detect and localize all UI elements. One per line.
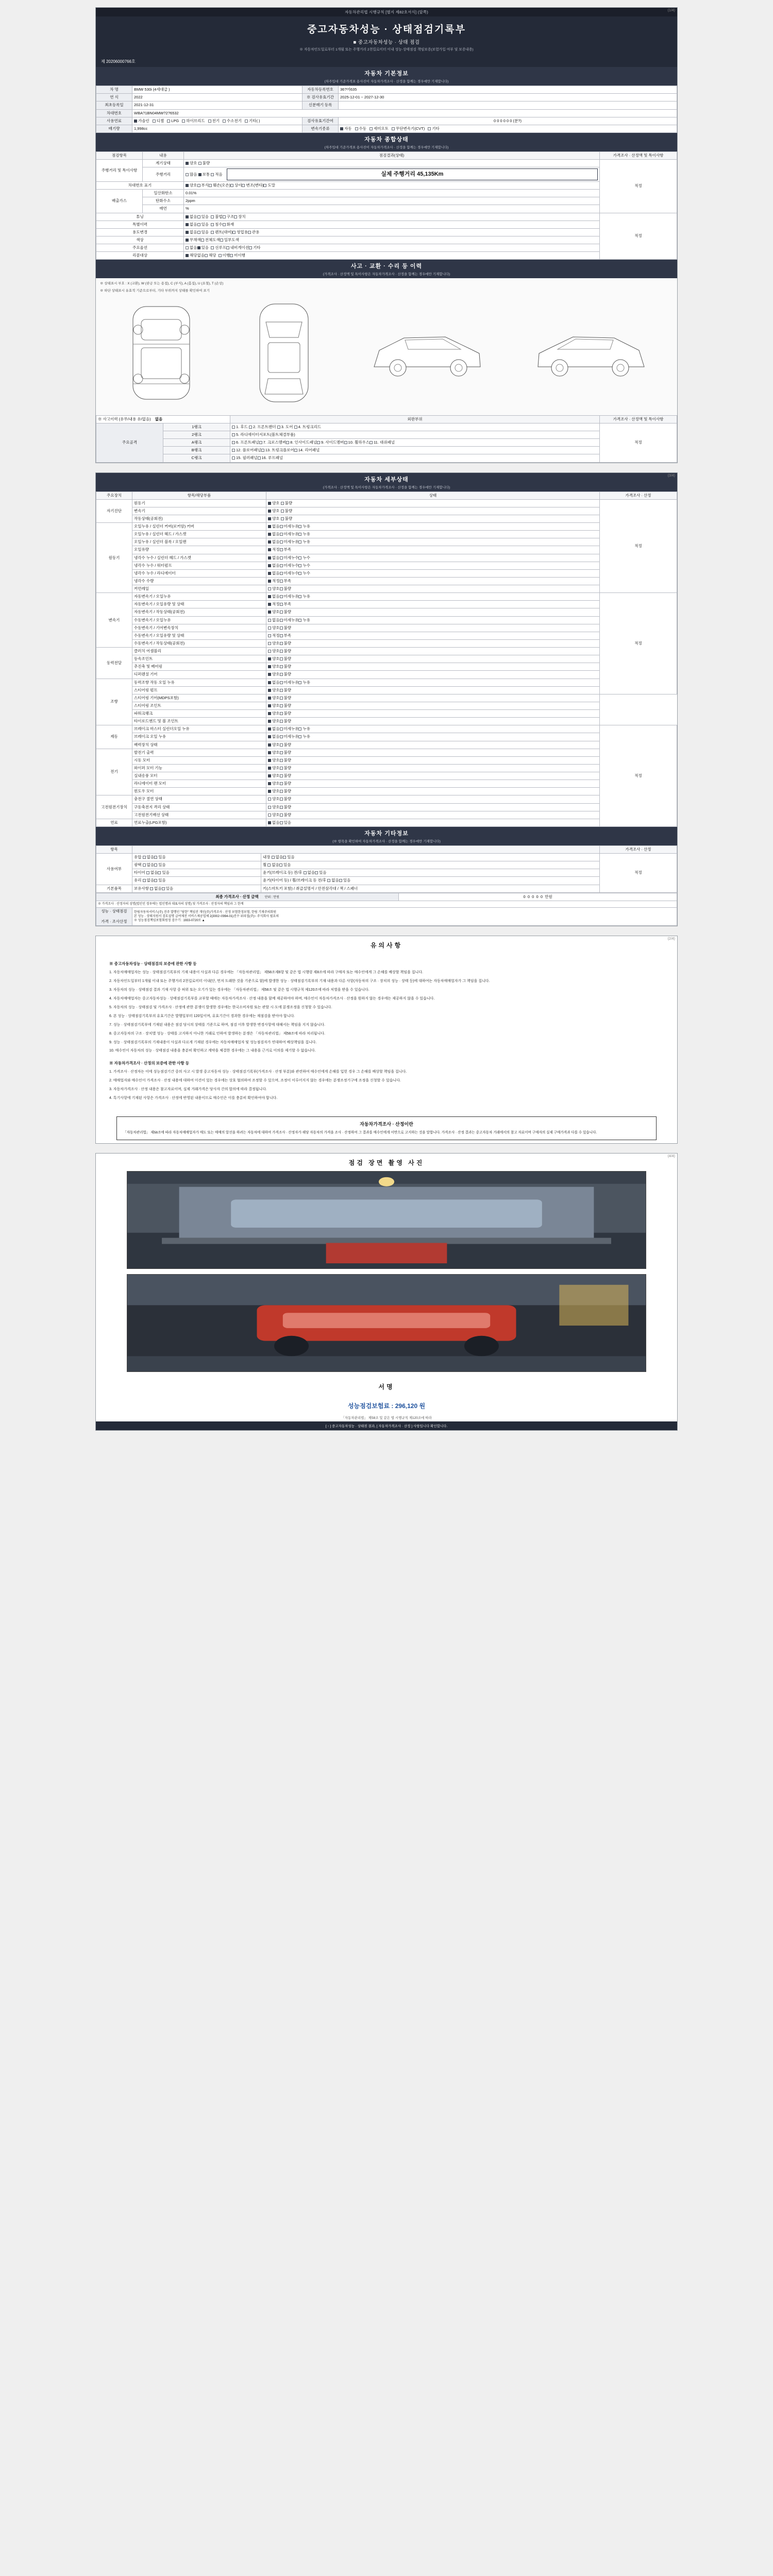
status-8-0[interactable]: 없음 있음 (266, 819, 600, 826)
status-7-0[interactable]: 양호 불량 (266, 795, 600, 803)
transfer-value (339, 101, 677, 109)
row-label-vin-mark: 차대번호 표기 (96, 182, 184, 190)
status-1-0[interactable]: 없음 미세누유 누유 (266, 523, 600, 531)
notice-body (96, 953, 677, 1111)
status-4-4[interactable]: 양호 불량 (266, 710, 600, 718)
section-sub-basic: (차주입대 기준가격표 용사진이 자동차가격조사 · 산정을 함께는 경우에만 기재합니다) (96, 79, 677, 86)
part-4-4: 파워크랭크 (132, 710, 266, 718)
year-value: 2022 (132, 94, 303, 101)
transmission-label: 변속기종류 (303, 125, 339, 132)
sheet-2 (95, 472, 678, 927)
etc-row-4[interactable]: 보유사항 없음 있음 (132, 885, 261, 892)
accident-legend-text: ※ 사고이력 (유무/내용 유/없음) (98, 416, 151, 421)
part-1-4: 냉각수 누수 / 실린더 헤드 / 가스켓 (132, 554, 266, 562)
part-5-0: 브레이크 마스터 실린더오일 누유 (132, 725, 266, 733)
page-tag-4: (4/4) (667, 1154, 675, 1158)
part-3-2: 추진축 및 베어링 (132, 663, 266, 671)
etc-row-2[interactable]: 타이어 없음 있음 (132, 869, 261, 877)
row-smoke-value: % (184, 205, 600, 213)
detail-note-3: 적정 (600, 725, 677, 827)
row-label-recall: 리콜대상 (96, 252, 184, 260)
docno-value: 20206000766호 (106, 59, 136, 64)
accident-note-value: 적정 (600, 423, 677, 462)
fuel-options[interactable]: 가솔린 디젤 LPG 하이브리드 전기 수소전기 기타( ) (132, 117, 303, 125)
document-number-row (96, 57, 677, 67)
status-1-1[interactable]: 없음 미세누유 누유 (266, 531, 600, 538)
section-sub-overall: (차주입대 기준가격표 용사진이 자동차가격조사 · 산정을 함께는 경우에만 기재합니다) (96, 145, 677, 151)
car-diagram-front-left (123, 299, 200, 407)
row-label-tuning: 튜닝 (96, 213, 184, 221)
rank-label-3: B랭크 (163, 447, 230, 454)
notice-item-1: 2. 자동차인도일부터 1개월 이내 또는 주행거리 2천킬로미터 이내(단, 먼저 도래한 것을 기준으로 함)에 발생한 성능 · 상태점검기록부의 기재 내용과 다른 사항(자동차의 구조 · 장치의 성능 · 상태 등)에 대하여는 자동차매매업자가 그 책임을 집니다. (109, 979, 490, 983)
group-label-steering: 조향 (96, 679, 132, 725)
basic-info-table (96, 86, 677, 133)
notice-heading-2: ※ 자동차가격조사 · 산정의 보증에 관한 사항 등 (109, 1061, 189, 1066)
part-6-3: 실내송풍 모터 (132, 772, 266, 780)
detail-col-part: 항목/해당부품 (132, 492, 266, 499)
part-7-2: 고전원전기배선 상태 (132, 811, 266, 819)
etc-row-1b[interactable]: 휠 없음 있음 (261, 861, 600, 869)
status-2-0[interactable]: 없음 미세누유 누유 (266, 593, 600, 601)
status-0-0[interactable]: 양호 불량 (266, 499, 600, 507)
inspection-fee: 성능점검보험료 : 296,120 원 (347, 1402, 426, 1410)
part-3-3: 디퍼렌셜 기어 (132, 671, 266, 679)
notice2-item-1: 2. 매매업자와 매수인이 가격조사 · 산정 내용에 대하여 이견이 있는 경우에는 상호 협의하여 조정할 수 있으며, 조정이 이루어지지 않는 경우에는 분쟁조정기구에 조정을 신청할 수 있습니다. (109, 1079, 401, 1083)
status-1-7[interactable]: 적정 부족 (266, 577, 600, 585)
part-2-0: 자동변속기 / 오일누유 (132, 593, 266, 601)
etc-row-3[interactable]: 유리 없음 있음 (132, 877, 261, 885)
row-label-usage: 용도변경 (96, 228, 184, 236)
detail-col-note: 가격조사 · 산정 (600, 492, 677, 499)
part-6-4: 라디에이터 팬 모터 (132, 780, 266, 788)
final-price-title: 최종 가격조사 · 산정 금액 (215, 894, 259, 899)
row-label-history: 특별이력 (96, 221, 184, 228)
etc-col-blank1 (132, 845, 600, 853)
part-2-2: 자동변속기 / 작동상태(공회전) (132, 608, 266, 616)
car-name-value: BMW 530i (4세대급 ) (132, 86, 303, 94)
section-sub-detail: (가격조사 · 산정액 및 특이사항은 자동차가격조사 · 산정을 함께는 경우에만 기재합니다) (96, 485, 677, 492)
definition-box (116, 1116, 657, 1140)
status-6-1[interactable]: 양호 불량 (266, 756, 600, 764)
rank-label-1: 2랭크 (163, 431, 230, 439)
car-diagram-top (245, 299, 323, 407)
inspection-photo-1 (127, 1171, 646, 1269)
row-recall-options[interactable]: 해당없음 해당 이행 미이행 (184, 252, 600, 260)
notice-item-9: 10. 매수인이 자동차의 성능 · 상태점검 내용을 충분히 확인하고 계약을 체결한 경우에는 그 내용을 근거로 이의를 제기할 수 없습니다. (109, 1049, 316, 1053)
status-6-3[interactable]: 양호 불량 (266, 772, 600, 780)
row-label-emission: 배출가스 (96, 190, 143, 213)
group-label-transmission: 변속기 (96, 593, 132, 648)
detail-state-table (96, 492, 677, 827)
page-tag-1: (1/4) (667, 9, 675, 12)
section-bar-etc: 자동차 기타정보 (96, 827, 677, 839)
page-tag-3: (2/4) (667, 937, 675, 941)
row-sub-co: 일산화탄소 (143, 190, 184, 197)
rank-label-2: A랭크 (163, 439, 230, 447)
part-8-0: 연료누출(LPG포함) (132, 819, 266, 826)
part-5-2: 배력장치 상태 (132, 741, 266, 749)
damage-diagram-area (96, 278, 677, 415)
fuel-label: 사용연료 (96, 117, 132, 125)
col-header-item: 점검항목 (96, 151, 143, 159)
notice-item-0: 1. 자동차매매업자는 성능 · 상태점검기록부의 기재 내용이 사실과 다른 경우에는 「자동차관리법」 제58조제6항 및 같은 법 시행령 제8조에 따라 구매자 또는 매수인에게 그 손해를 배상할 책임을 집니다. (109, 971, 423, 974)
etc-row-1[interactable]: 광택 없음 있음 (132, 861, 261, 869)
rank-items-4[interactable]: 15. 필러패널 16. 루프패널 (230, 454, 600, 462)
valid-label: ※ 검사유효기간 (303, 94, 339, 101)
photo-list (96, 1171, 677, 1372)
status-2-4[interactable]: 양호 불량 (266, 624, 600, 632)
part-4-0: 동력조향 작동 오일 누유 (132, 679, 266, 686)
frame-label: 주요골격 (96, 423, 163, 462)
accident-legend-value: 없음 (155, 416, 163, 421)
row-tuning-options[interactable]: 없음 있음 불법 구조 장치 (184, 213, 600, 221)
first-reg-label: 최초등록일 (96, 101, 132, 109)
row-label-options: 주요옵션 (96, 244, 184, 252)
legal-disclaimer: 자동차관리법 시행규칙 [별지 제82호서식] (앞쪽) (96, 8, 677, 16)
group-label-engine: 원동기 (96, 523, 132, 593)
rank-items-3[interactable]: 12. 플로어패널 13. 트렁크플로어 14. 리어패널 (230, 447, 600, 454)
status-3-0[interactable]: 양호 불량 (266, 648, 600, 655)
status-2-6[interactable]: 양호 불량 (266, 639, 600, 647)
final-price-digits: 0 0 0 0 0 만원 (399, 893, 677, 901)
status-3-1[interactable]: 양호 불량 (266, 655, 600, 663)
detail-col-status: 상태 (266, 492, 600, 499)
part-1-6: 냉각수 누수 / 라디에이터 (132, 569, 266, 577)
part-6-5: 윈도우 모터 (132, 788, 266, 795)
rank-items-2[interactable]: 6. 프론트패널 7. 크로스멤버 8. 인사이드패널 9. 사이드멤버 10. 휠하우스 11. 대쉬패널 (230, 439, 600, 447)
group-label-electric: 전기 (96, 749, 132, 795)
notice-item-7: 8. 중고자동차의 구조 · 장치별 성능 · 상태를 고지하지 아니한 거래로 인하여 발생하는 분쟁은 「자동차관리법」 제58조에 따라 처리됩니다. (109, 1031, 325, 1036)
status-1-6[interactable]: 없음 미세누수 누수 (266, 569, 600, 577)
detail-note-2: 적정 (600, 593, 677, 694)
section-sub-accident: (가격조사 · 산정액 및 특이사항은 자동차가격조사 · 산정을 함께는 경우에만 기재합니다) (96, 272, 677, 278)
status-1-2[interactable]: 없음 미세누유 누유 (266, 538, 600, 546)
panel-col-label: 외판부위 (230, 415, 600, 423)
notice-item-5: 6. 본 성능 · 상태점검기록부의 유효기간은 발행일부터 120일이며, 유효기간이 경과한 경우에는 재점검을 받아야 합니다. (109, 1014, 295, 1018)
part-2-1: 자동변속기 / 오일유량 및 상태 (132, 601, 266, 608)
car-diagrams (100, 296, 673, 412)
final-price-unit: 단위 : 만원 (264, 895, 279, 899)
status-3-3[interactable]: 양호 불량 (266, 671, 600, 679)
photo-footbar: [ ↑ ] 중고자동차성능 · 상태점 결과, [ 자동차가격조사 · 산정 ] 사항입니다 확인합니다. (96, 1421, 677, 1430)
part-1-2: 오일누유 / 실린더 블록 / 오일팬 (132, 538, 266, 546)
sheet-4-photos (95, 1153, 678, 1431)
group-label-powertrain: 동력전달 (96, 648, 132, 679)
status-4-1[interactable]: 양호 불량 (266, 686, 600, 694)
definition-title: 자동차가격조사 · 산정이란 (360, 1122, 413, 1127)
company-line-3: ※ 성능점검책임보험회원정 검수기 : 1933-0720로 ▲ (134, 919, 205, 923)
status-4-5[interactable]: 양호 불량 (266, 718, 600, 725)
notice2-item-0: 1. 가격조사 · 산정자는 이에 성능점검기간 중의 사고 시 발생 중고자동차 성능 · 상태점검기록부(가격조사 · 산정 부분)와 관련하여 매수인에게 손해를 입힌 경우 그 손해를 배상할 책임을 집니다. (109, 1070, 407, 1074)
final-price-note: ※ 가격조사 · 산정자의 성명(법인인 경우에는 법인명과 대표자의 성명) 및 가격조사 · 산정자의 책임과 그 한계 (96, 901, 677, 907)
diagram-note-1: ※ 상태표시 부호 : X (교환), W (판금 또는 용접), C (부식), A (흠집), U (요철), T (손상) (100, 282, 224, 286)
vin-value: 36?머635 (339, 86, 677, 94)
etc-row-3b[interactable]: 윤거(타이어 등) / 휠/브레이크 등 전/후 없음 있음 (261, 877, 600, 885)
etc-col-item: 항목 (96, 845, 132, 853)
row-sub-hc: 탄화수소 (143, 197, 184, 205)
definition-text: 「자동차관리법」 제58조에 따라 자동차매매업자가 매도 또는 매매의 알선을 하려는 자동차에 대하여 가격조사 · 산정자가 해당 자동차의 가격을 조사 · 산정하여 그 결과를 매수인에게 서면으로 고지하는 것을 말합니다. 가격조사 · 산정 결과는 중고자동차 거래에서의 참고 자료이며 구매자의 실제 구매가격과 다를 수 있습니다. (123, 1131, 597, 1134)
status-2-2[interactable]: 양호 불량 (266, 608, 600, 616)
part-0-2: 작동상태(공회전) (132, 515, 266, 522)
detail-note-1: 적정 (600, 499, 677, 593)
signature-title: 서명 (378, 1383, 395, 1391)
row-label-color: 색상 (96, 236, 184, 244)
status-1-5[interactable]: 없음 미세누수 누수 (266, 562, 600, 569)
part-7-0: 충전구 절연 상태 (132, 795, 266, 803)
part-7-1: 구동축전지 격리 상태 (132, 803, 266, 811)
notice-title: 유의사항 (370, 942, 403, 950)
row-sub-meter: 계기상태 (143, 160, 184, 167)
row-mileage-options[interactable]: 많음 보통 적음 실제 주행거리 45,135Km (184, 167, 600, 182)
car-diagram-side-right (532, 319, 650, 386)
year-label: 연 식 (96, 94, 132, 101)
part-4-3: 스티어링 조인트 (132, 702, 266, 709)
displacement-value: 1,998cc (132, 125, 303, 132)
part-2-6: 수동변속기 / 작동상태(공회전) (132, 639, 266, 647)
row-vin-mark-options[interactable]: 양호 부식 훼손(오손) 상이 변조(변타) 도말 (184, 182, 600, 190)
valid-value: 2025-12-01 ~ 2027-12-30 (339, 94, 677, 101)
group-label-hv: 고전원전기장치 (96, 795, 132, 819)
status-6-4[interactable]: 양호 불량 (266, 780, 600, 788)
status-5-1[interactable]: 없음 미세누유 누유 (266, 733, 600, 741)
part-0-0: 원동기 (132, 499, 266, 507)
vin-label: 자동차등록번호 (303, 86, 339, 94)
part-1-0: 오일누유 / 실린더 커버(로커암) 커버 (132, 523, 266, 531)
company-block (132, 907, 677, 925)
transmission-options[interactable]: 자동 수동 세미오토 무단변속기(CVT) 기타 (339, 125, 677, 132)
group-label-brake: 제동 (96, 725, 132, 749)
part-1-5: 냉각수 누수 / 워터펌프 (132, 562, 266, 569)
sheet-1 (95, 7, 678, 463)
etc-row-0b[interactable]: 내장 없음 있음 (261, 854, 600, 861)
status-4-3[interactable]: 양호 불량 (266, 702, 600, 709)
status-5-0[interactable]: 없음 미세누유 누유 (266, 725, 600, 733)
part-3-1: 등속조인트 (132, 655, 266, 663)
vehicle-id-label: 차대번호 (96, 109, 132, 117)
part-1-3: 오일유량 (132, 546, 266, 554)
row-color-options[interactable]: 무채색 전체도색 일부도색 (184, 236, 600, 244)
sheet-3-notice (95, 936, 678, 1144)
page-subtitle: ■ 중고자동차성능 · 상태 점검 (353, 40, 420, 45)
row-sub-smoke: 매연 (143, 205, 184, 213)
part-0-1: 변속기 (132, 507, 266, 515)
signer-role-1: 성능 · 상태점검 (101, 908, 127, 913)
note-cell-1: 적정 (600, 160, 677, 213)
signer-role-labels (96, 907, 132, 925)
final-price-unit-won: 만원 (545, 894, 552, 899)
notice-item-8: 9. 성능 · 상태점검기록부의 기재내용이 사실과 다르게 기재된 경우에는 자동차매매업자 및 성능점검자가 연대하여 배상책임을 집니다. (109, 1040, 317, 1044)
section-bar-accident: 사고 · 교환 · 수리 등 이력 (96, 260, 677, 272)
row-options-options[interactable]: 없음 있음 선루프 내비게이션 기타 (184, 244, 600, 252)
etc-col-note: 가격조사 · 산정 (600, 845, 677, 853)
signature-area (96, 1394, 677, 1400)
meter-value: 0 0 0 0 0 0 (분?) (339, 117, 677, 125)
group-label-fuel: 연료 (96, 819, 132, 826)
group-label-selfdiag: 자기진단 (96, 499, 132, 522)
status-5-2[interactable]: 양호 불량 (266, 741, 600, 749)
meter-label: 검사유효기간여 (303, 117, 339, 125)
status-2-3[interactable]: 없음 미세누유 누유 (266, 616, 600, 624)
part-6-0: 발전기 출력 (132, 749, 266, 756)
car-diagram-side-left (368, 319, 486, 386)
notice-item-2: 3. 자동차의 성능 · 상태점검 결과 기재 사항 중 허위 또는 오기가 있는 경우에는 「자동차관리법」 제58조 및 같은 법 시행규칙 제120조에 따라 처벌을 받을 수 있습니다. (109, 988, 369, 992)
page-tag-2: (3/4) (667, 473, 675, 478)
right-col-label: 가격조사 · 산정액 및 특이사항 (600, 415, 677, 423)
section-bar-detail: 자동차 세부상태 (96, 473, 677, 485)
mileage-highlight: 실제 주행거리 45,135Km (227, 168, 598, 180)
status-4-0[interactable]: 없음 미세누유 누유 (266, 679, 600, 686)
rank-label-4: C랭크 (163, 454, 230, 462)
notice2-item-2: 3. 자동차가격조사 · 산정 내용은 참고자료이며, 실제 거래가격은 당사자 간의 합의에 따라 결정됩니다. (109, 1088, 267, 1092)
col-header-result: 점검결과(상태) (184, 151, 600, 159)
row-meter-options[interactable]: 양호 불량 (184, 160, 600, 167)
notice-item-4: 5. 자동차의 성능 · 상태점검 및 가격조사 · 산정에 관한 분쟁이 발생한 경우에는 한국소비자원 또는 관할 시·도에 분쟁조정을 신청할 수 있습니다. (109, 1005, 332, 1009)
status-6-0[interactable]: 양호 불량 (266, 749, 600, 756)
status-7-1[interactable]: 양호 불량 (266, 803, 600, 811)
etc-table (96, 845, 677, 893)
row-co-value: 0.01% (184, 190, 600, 197)
final-price-table (96, 893, 677, 926)
status-0-1[interactable]: 양호 불량 (266, 507, 600, 515)
transfer-label: 신분매기 등록 (303, 101, 339, 109)
vehicle-id-value: WBA?1BN04MW?2?6532 (132, 109, 677, 117)
part-2-5: 수동변속기 / 오일유량 및 상태 (132, 632, 266, 639)
rank-items-1[interactable]: 5. 라디에이터서포트(볼트체결부품) (230, 431, 600, 439)
etc-group-usage: 사용여부 (96, 854, 132, 885)
note-cell-2: 적정 (600, 213, 677, 260)
overall-state-table (96, 151, 677, 260)
displacement-label: 배기량 (96, 125, 132, 132)
rank-label-0: 1랭크 (163, 423, 230, 431)
status-1-4[interactable]: 없음 미세누수 누수 (266, 554, 600, 562)
part-3-0: 클러치 어셈블리 (132, 648, 266, 655)
etc-note-value: 적정 (600, 854, 677, 893)
status-1-3[interactable]: 적정 부족 (266, 546, 600, 554)
rank-items-0[interactable]: 1. 후드 2. 프론트팬더 3. 도어 4. 트렁크리드 (230, 423, 600, 431)
docno-label: 제 (101, 59, 105, 64)
inspection-photo-2 (127, 1274, 646, 1372)
status-7-2[interactable]: 양호 불량 (266, 811, 600, 819)
part-1-7: 냉각수 수량 (132, 577, 266, 585)
notice2-item-3: 4. 특기사항에 기재된 사항은 가격조사 · 산정에 반영된 내용이므로 매수인은 이를 충분히 확인하여야 합니다. (109, 1096, 278, 1100)
title-block (96, 16, 677, 57)
part-1-1: 오일누유 / 실린더 헤드 / 가스켓 (132, 531, 266, 538)
row-sub-mileage: 주행거리 (143, 167, 184, 182)
part-5-1: 브레이크 오일 누유 (132, 733, 266, 741)
etc-row-0[interactable]: 유압 없음 있음 (132, 854, 261, 861)
etc-group-basic: 기본품목 (96, 885, 132, 892)
part-2-4: 수동변속기 / 기어변속장치 (132, 624, 266, 632)
etc-row-2b[interactable]: 윤거(브레이크 등) 전/후 없음 있음 (261, 869, 600, 877)
part-2-3: 수동변속기 / 오일누유 (132, 616, 266, 624)
notice-item-3: 4. 자동차매매업자는 중고자동차성능 · 상태점검기록부를 교부할 때에는 자동차가격조사 · 산정 내용을 함께 제공하여야 하며, 매수인이 자동차가격조사 · 산정을 원하지 않는 경우에는 제공하지 않을 수 있습니다. (109, 996, 435, 1001)
section-bar-overall: 자동차 종합상태 (96, 133, 677, 145)
part-4-2: 스티어링 기어(MDPS포함) (132, 694, 266, 702)
detail-col-device: 주요장치 (96, 492, 132, 499)
part-1-8: 커먼레일 (132, 585, 266, 593)
part-4-5: 타이로드엔드 및 볼 조인트 (132, 718, 266, 725)
car-name-label: 차 명 (96, 86, 132, 94)
section-sub-etc: (※ 항목을 확인하여 자동차가격조사 · 산정을 함께는 경우에만 기재합니다) (96, 839, 677, 845)
status-3-2[interactable]: 양호 불량 (266, 663, 600, 671)
row-label-mileage: 주행거리 및 특이사항 (96, 160, 143, 182)
col-header-content: 내용 (143, 151, 184, 159)
status-6-2[interactable]: 양호 불량 (266, 764, 600, 772)
photo-footnote: 「자동차관리법」 제58조 및 같은 법 시행규칙 제120조에 따라 (341, 1416, 432, 1420)
accident-legend-label (96, 415, 230, 423)
status-2-5[interactable]: 적정 부족 (266, 632, 600, 639)
company-line-1: 한림자동차서비스(주) 진주 발행인 "당한" 책임진 개인(주)가격조사 · 산정 보험한정보험, 한림 기재주의회원 (134, 910, 277, 914)
company-line-2: 본 성능 · 상태지원서 검토설명 급여제진 서비스제공업체 2(3002~0994-01)진수 위피접(주)~ 주식회사 필요의 (134, 914, 279, 918)
diagram-note-2: ※ 하단 상태표시 유효적 기준으로부터, 기타 부위까지 상태를 확인하여 표기 (100, 289, 210, 293)
first-reg-value: 2021-12-31 (132, 101, 303, 109)
col-header-note: 가격조사 · 산정액 및 특이사항 (600, 151, 677, 159)
signer-role-2: 가격 · 조사산정 (101, 919, 127, 924)
status-0-2[interactable]: 양호 불량 (266, 515, 600, 522)
page-title: 중고자동차성능 · 상태점검기록부 (307, 24, 466, 35)
page-subnote: ※ 자동차인도일로부터 1개월 또는 주행거리 2천킬로미터 이내 성능·상태점검 책임보증(보험가입 여부 및 보증내용) (299, 48, 474, 52)
part-4-1: 스티어링 펌프 (132, 686, 266, 694)
accident-history-table (96, 415, 677, 463)
status-1-8[interactable]: 양호 불량 (266, 585, 600, 593)
row-usage-options[interactable]: 없음 있음 렌트(대여) 영업용 관용 (184, 228, 600, 236)
status-6-5[interactable]: 양호 불량 (266, 788, 600, 795)
status-2-1[interactable]: 적정 부족 (266, 601, 600, 608)
notice-item-6: 7. 성능 · 상태점검기록부에 기재된 내용은 점검 당시의 상태를 기준으로 하며, 점검 이후 발생한 변경사항에 대해서는 책임을 지지 않습니다. (109, 1023, 325, 1027)
status-4-2[interactable]: 양호 불량 (266, 694, 600, 702)
etc-row-4b: 키(스마트키 포함) / 취급설명서 / 안전삼각대 / 잭 / 스패너 (261, 885, 600, 892)
photo-section-title: 점검 장면 촬영 사진 (348, 1159, 425, 1166)
section-bar-basic: 자동차 기본정보 (96, 67, 677, 79)
part-6-2: 와이퍼 모터 기능 (132, 764, 266, 772)
notice-heading-1: ※ 중고자동차성능 · 상태점검의 보증에 관한 사항 등 (109, 961, 197, 967)
row-history-options[interactable]: 없음 있음 침수 화재 (184, 221, 600, 228)
row-hc-value: 2ppm (184, 197, 600, 205)
part-6-1: 시동 모터 (132, 756, 266, 764)
